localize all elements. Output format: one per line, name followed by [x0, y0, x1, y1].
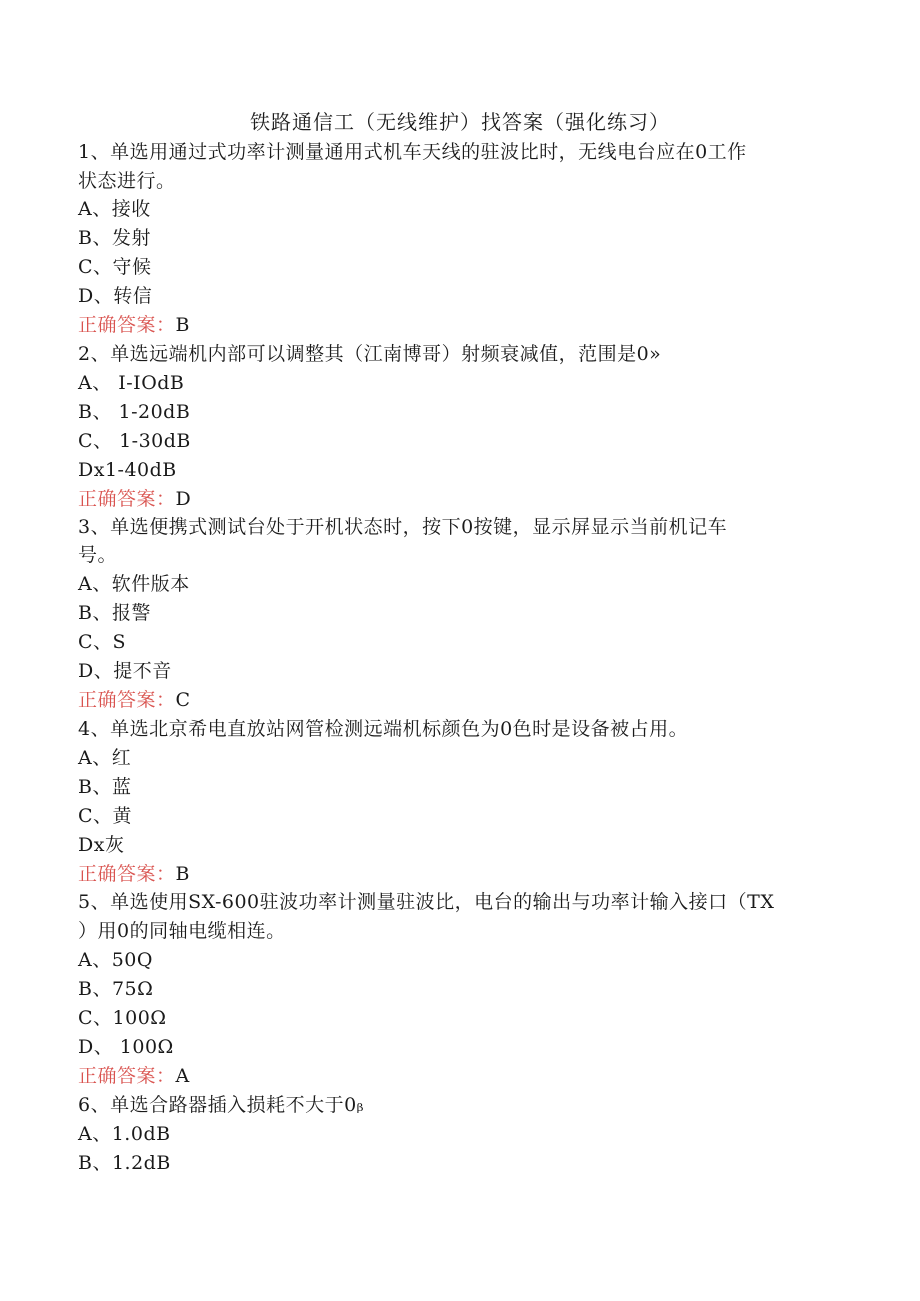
question-5-stem-line-1: 5、单选使用SX-600驻波功率计测量驻波比，电台的输出与功率计输入接口（TX — [78, 891, 775, 913]
question-1-option-d: D、转信 — [78, 285, 153, 307]
answer-value: B — [175, 863, 190, 885]
question-2-option-c: C、 1-30dB — [78, 430, 191, 452]
question-4-answer — [78, 861, 190, 887]
answer-value: B — [175, 314, 190, 336]
answer-value: D — [175, 488, 192, 510]
question-3-option-a: A、软件版本 — [78, 573, 190, 595]
question-1-answer — [78, 312, 190, 338]
answer-label: 正确答案： — [78, 488, 176, 510]
question-1-option-c: C、守候 — [78, 256, 152, 278]
question-5-option-a: A、50Q — [78, 949, 153, 971]
answer-value: A — [175, 1065, 190, 1087]
question-5-stem-line-2: ）用0的同轴电缆相连。 — [78, 920, 286, 942]
answer-label: 正确答案： — [78, 863, 176, 885]
question-5-option-b: B、75Ω — [78, 978, 154, 1000]
question-6-option-b: B、1.2dB — [78, 1152, 171, 1174]
answer-label: 正确答案： — [78, 689, 176, 711]
question-5-option-c: C、100Ω — [78, 1007, 167, 1029]
question-2-answer — [78, 486, 191, 512]
question-4-option-d: Dx灰 — [78, 834, 125, 856]
question-1-stem-line-1: 1、单选用通过式功率计测量通用式机车天线的驻波比时，无线电台应在0工作 — [78, 141, 747, 163]
question-6-stem-line-1: 6、单选合路器插入损耗不大于0ᵦ — [78, 1094, 365, 1116]
question-5-option-d: D、 100Ω — [78, 1036, 174, 1058]
question-3-answer — [78, 687, 191, 713]
question-1-option-a: A、接收 — [78, 198, 151, 220]
question-1-stem-line-2: 状态进行。 — [78, 170, 176, 192]
question-5-answer — [78, 1063, 190, 1089]
question-4-option-c: C、黄 — [78, 805, 133, 827]
document-title: 铁路通信工（无线维护）找答案（强化练习） — [250, 110, 670, 134]
question-4-option-b: B、蓝 — [78, 776, 132, 798]
question-4-option-a: A、红 — [78, 747, 132, 769]
question-1-option-b: B、发射 — [78, 227, 151, 249]
question-3-stem-line-2: 号。 — [78, 544, 118, 566]
question-2-option-a: A、 I-IOdB — [78, 372, 185, 394]
question-6-option-a: A、1.0dB — [78, 1123, 171, 1145]
question-3-option-d: D、提不音 — [78, 660, 172, 682]
question-4-stem-line-1: 4、单选北京希电直放站网管检测远端机标颜色为0色时是设备被占用。 — [78, 718, 689, 740]
question-2-option-d: Dx1-40dB — [78, 459, 177, 481]
answer-label: 正确答案： — [78, 314, 176, 336]
answer-value: C — [175, 689, 191, 711]
question-3-option-c: C、S — [78, 631, 127, 653]
question-3-stem-line-1: 3、单选便携式测试台处于开机状态时，按下0按键，显示屏显示当前机记车 — [78, 516, 728, 538]
answer-label: 正确答案： — [78, 1065, 176, 1087]
question-2-stem-line-1: 2、单选远端机内部可以调整其（江南博哥）射频衰减值，范围是0» — [78, 343, 662, 365]
question-2-option-b: B、 1-20dB — [78, 401, 191, 423]
question-3-option-b: B、报警 — [78, 602, 151, 624]
